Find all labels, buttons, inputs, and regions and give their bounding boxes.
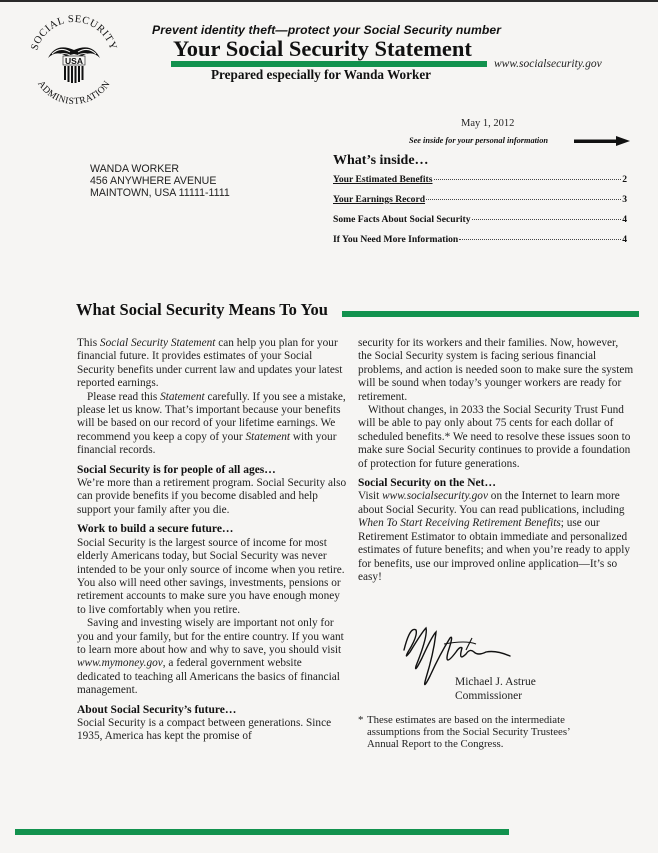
signer-name: Michael J. Astrue <box>455 676 536 688</box>
toc-item-label[interactable]: Your Estimated Benefits <box>333 174 433 185</box>
footnote <box>358 714 571 751</box>
toc-item-earnings-record[interactable] <box>333 194 627 214</box>
socialsecurity-gov-link[interactable]: www.socialsecurity.gov <box>382 490 488 503</box>
footnote-line: assumptions from the Social Security Trustees’ <box>367 726 571 739</box>
secure-future-paragraph: Social Security is the largest source of income for most elderly Americans today, but Social Security was never intended to be your only source of income when you retire. You also will need other savings, investments, pensions or retirement accounts to make sure you have enough money to live comfortably when you retire. <box>77 536 345 616</box>
address-city: MAINTOWN, USA 11111-1111 <box>90 187 230 200</box>
bottom-green-rule <box>15 829 509 835</box>
trust-fund-paragraph: Without changes, in 2033 the Social Security Trust Fund will be able to pay only about 75 cents for each dollar of scheduled benefits.* We need to resolve these issues soon to make sure Social Security continues to provide a foundation of protection for future generations. <box>358 404 631 470</box>
statement-title: Your Social Security Statement <box>173 36 472 61</box>
toc-heading: What’s inside… <box>333 153 429 168</box>
toc-item-page: 4 <box>622 234 627 245</box>
future-heading: About Social Security’s future… <box>77 703 237 716</box>
footnote-line: Annual Report to the Congress. <box>367 738 504 751</box>
toc-item-facts <box>333 214 627 234</box>
saving-paragraph: Saving and investing wisely are important not only for you and your family, but for the entire country. If you want to learn more about how and why to save, you should visit www.mymoney.gov, a federal government website dedicated to teaching all Americans the basics of financial management. <box>77 617 344 697</box>
signer-block <box>455 675 536 703</box>
continued-paragraph: security for its workers and their families. Now, however, the Social Security system is facing serious financial problems, and action is needed soon to make sure the system will be sound when today’s younger workers are ready for retirement. <box>358 337 634 403</box>
svg-text:ADMINISTRATION: ADMINISTRATION <box>35 79 113 104</box>
toc-item-more-info <box>333 234 627 254</box>
toc-item-label: If You Need More Information <box>333 234 459 245</box>
mailing-address <box>90 163 230 200</box>
footnote-line: These estimates are based on the intermediate <box>367 714 565 726</box>
toc-item-page: 4 <box>622 214 627 225</box>
mymoney-link[interactable]: www.mymoney.gov <box>77 657 163 670</box>
top-border <box>0 0 658 2</box>
prepared-for: Prepared especially for Wanda Worker <box>211 67 432 82</box>
footnote-marker: * <box>358 714 364 726</box>
statement-date: May 1, 2012 <box>461 118 515 129</box>
svg-text:USA: USA <box>65 56 83 66</box>
read-statement-paragraph: Please read this Statement carefully. If you see a mistake, please let us know. That’s important because your benefits will be based on our record of your lifetime earnings. We recommend you keep a copy of your Statement with your financial records. <box>77 390 346 457</box>
toc-item-label: Some Facts About Social Security <box>333 214 471 225</box>
ssa-seal-icon <box>26 14 122 104</box>
signer-role: Commissioner <box>455 690 523 702</box>
all-ages-paragraph: We’re more than a retirement program. Social Security also can provide benefits if you become disabled and help support your family after you die. <box>77 477 347 516</box>
all-ages-heading: Social Security is for people of all ages… <box>77 463 276 476</box>
intro-paragraph: This Social Security Statement can help you plan for your financial future. It provides estimates of your Social Security benefits under current law and updates your latest reported earnings. <box>77 337 343 390</box>
toc-item-label[interactable]: Your Earnings Record <box>333 194 426 205</box>
on-the-net-heading: Social Security on the Net… <box>358 477 496 490</box>
secure-future-heading: Work to build a secure future… <box>77 523 234 536</box>
future-paragraph: Social Security is a compact between generations. Since 1935, America has kept the promise of <box>77 716 332 743</box>
on-the-net-paragraph: Visit www.socialsecurity.gov on the Internet to learn more about Social Security. You can read publications, including When To Start Receiving Retirement Benefits; use our Retirement Estimator to obtain immediate and personalized estimates of future benefits; and when you’re ready to apply for benefits, use our improved online application—It’s so easy! <box>358 490 630 583</box>
toc-leader-dots <box>434 179 622 180</box>
toc-leader-dots <box>426 199 621 200</box>
table-of-contents <box>333 153 627 254</box>
toc-item-estimated-benefits[interactable] <box>333 174 627 194</box>
toc-leader-dots <box>472 219 622 220</box>
website-link[interactable]: www.socialsecurity.gov <box>494 58 602 70</box>
address-name: WANDA WORKER <box>90 163 180 175</box>
see-inside-note: See inside for your personal information <box>409 136 548 145</box>
toc-leader-dots <box>459 239 621 240</box>
right-arrow-icon <box>574 136 630 146</box>
svg-text:SOCIAL SECURITY: SOCIAL SECURITY <box>29 14 119 52</box>
section-green-rule <box>342 311 639 317</box>
right-column <box>358 337 634 584</box>
identity-theft-tagline: Prevent identity theft—protect your Social Security number <box>152 23 502 37</box>
address-street: 456 ANYWHERE AVENUE <box>90 175 217 188</box>
left-column <box>77 337 347 744</box>
section-title: What Social Security Means To You <box>76 300 328 319</box>
toc-item-page: 3 <box>622 194 627 205</box>
toc-item-page: 2 <box>622 174 627 185</box>
